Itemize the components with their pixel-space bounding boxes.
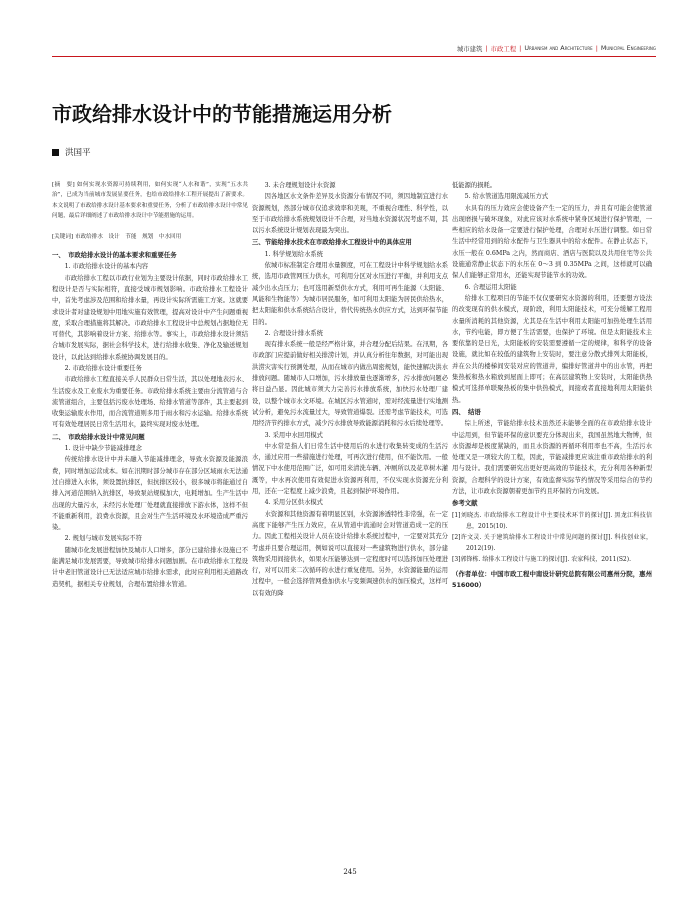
references-heading: 参考文献 bbox=[452, 499, 478, 508]
section-heading: 三、节能给排水技术在市政给排水工程设计中的具体应用 bbox=[252, 238, 412, 247]
body-paragraph: 3. 未合理规划设计水资源 bbox=[264, 182, 336, 189]
reference-text: 郭锋栋. 给排水工程设计与施工的探讨[J]. 农家科技，2011(S2). bbox=[460, 555, 632, 563]
reference-number: [2] bbox=[452, 533, 461, 541]
column-2 bbox=[252, 180, 448, 599]
header-separator: | bbox=[595, 44, 598, 52]
column-1-body bbox=[52, 250, 248, 590]
body-paragraph: 传统给排水设计中并未融入节能减排理念，导致水资源及能源浪费，同时增加运营成本。如在汛期时部分城市存在部分区域雨水无法通过自排进入水体，须设置抗排区，但抗排区较小，很多城市将能通过自排入河道范围纳入抗排区，导致泵站规模加大，电耗增加。生产生活中出现的大量污水，未经污水处理厂处理就直接排放下游水体，这样不但不能重新利用，浪费水资源，且会对生产生活环境及水环境造成严重污染。 bbox=[52, 456, 248, 532]
body-paragraph: 中水常是指人们日常生活中使用后的水进行收集转变成的生活污水，通过应用一些措施进行处理，可再次进行使用，但不能饮用。一般情况下中水使用范围广泛，如可用来清洗车辆、冲厕所以及花草树木灌溉等，中水再次使用有效促进水资源再利用，不仅实现水资源充分利用，还在一定程度上减少浪费，且起到保护环境作用。 bbox=[252, 442, 448, 496]
abstract-label: [摘 要] bbox=[52, 182, 75, 188]
reference-item bbox=[452, 554, 652, 565]
reference-number: [3] bbox=[452, 555, 461, 563]
reference-item bbox=[452, 510, 652, 532]
body-paragraph: 依城市标准制定合理用水量额度，可在工程设计中科学规划给水系统，选用市政管网压力供水，可利用分区对水压进行平衡，并利用支点减少出水点压力；也可选用新型供水方式，利用可再生能源（太阳能、风能和生物能等）为城市居民服务，如可利用太阳能为居民供给热水，把太阳能和供水系统结合设计，替代传统热水供应方式，达到环保节能目的。 bbox=[252, 262, 448, 326]
body-paragraph: 水具有的压力效应会使设备产生一定的压力，并且有可能会使管道出现磨损与破坏现象，对此应该对水系统中紧身区域进行保护管理，一些相应的给水设备一定要进行保护处理，合理对水压进行调整。如日常生活中经常用到的给水配件与卫生器具中的给水配件。在静止状态下，水压一般在 0.6MPa 之内，然而商店、酒店与医院以及共用住宅等公共设施通常静止状态下的水压在 0～3 到 0.35MPa 之间，这样就可以确保人们能够正常用水，还能实现节能节水的功效。 bbox=[452, 204, 652, 280]
abstract bbox=[52, 180, 248, 222]
reference-item bbox=[452, 532, 652, 554]
body-paragraph: 3. 采用中水回用模式 bbox=[264, 431, 323, 439]
body-paragraph: 随城市化发展进程加快及城市人口增多，部分已建给排水设施已不能满足城市发展需要，导致城市给排水问题加剧。在市政给排水工程设计中老旧管道设计已无法适应城市给排水需求，此时应利用相关道路改造契机，据相关专业规划，合理布置给排水管道。 bbox=[52, 546, 248, 588]
body-paragraph: 给排水工程项目的节能不仅仅要研究水资源的利用，还要想方设法的改变现有的供水模式，现阶段，利用太阳能技术，可充分缓解工程用水量所消耗的其他资源，尤其是在生活中利用太阳能可加热处理生活用水，节约电能，即方便了生活需要，也保护了环境。但是太阳能技术主要依靠的是日光，太阳能板的安装需要遵循一定的规律，和科学的设备设施，就比如在较低的建筑物上安装时，要注意分散式排列太阳能板，并在公共的楼梯间安装对应的管道井，编排好管道井中的出水管，再把集热板和热水箱放到屋面上即可；在高层建筑物上安装时，太阳能供热模式可选择单联聚热板的集中供热模式，间接或者直接地利用太阳能供热。 bbox=[452, 294, 652, 404]
reference-text: 许文灵. 关于建筑给排水工程设计中常见问题的探讨[J]. 科技创业家，2012(19). bbox=[460, 533, 652, 552]
body-paragraph: 1. 市政给排水设计的基本内容 bbox=[64, 263, 149, 271]
body-paragraph: 现有排水系统一般是经严格计算，并合理分配后结果。在汛期，各市政部门应提前做好相关排涝计划，并认真分析往年数据，对可能出现洪涝灾害实行预测处理，从而在城市内做出周密规划，能快速解决洪水排放问题。随城市人口增加，污水排放量也逐渐增多，污水排放问题必将日益凸显。因此城市须大力完善污水排放系统，加快污水处理厂建设，以整个城市水文环境。在城区污水管道时，需对经流量进行实地测试分析，避免污水流量过大，导致管道爆裂。还需考虑节能技术，可选用经济节约排水方式，减少污水排放导致能源消耗和污水后续处理等。 bbox=[252, 341, 448, 428]
page-number: 245 bbox=[343, 868, 357, 876]
journal-header bbox=[0, 41, 700, 55]
body-paragraph: 6. 合理运用太阳能 bbox=[464, 283, 517, 291]
keywords-text: 市政给排水 设计 节能 规划 中水回用 bbox=[74, 233, 182, 240]
body-paragraph: 2. 市政给排水设计重要任务 bbox=[64, 365, 142, 372]
body-paragraph: 2. 规划与城市发展实际不符 bbox=[64, 535, 142, 543]
body-paragraph: 市政给排水工程直接关乎人民群众日常生活，其以处理地表污水、生活废水及工业废水为重要任务。市政给排水系统主要由分流管道与合流管道组合，主要包括污废水处理场、给排水管道等部件，其主要起到收集运输废水作用，而合流管道则多用于雨水和污水运输。给排水系统可有效处理居民日常生活用水，最终实现对废水处理。 bbox=[52, 376, 248, 429]
header-english-part2: Municipal Engineering bbox=[600, 44, 656, 52]
body-paragraph: 低能源的损耗。 bbox=[452, 182, 497, 189]
section-heading: 四、 结语 bbox=[452, 407, 481, 416]
author-affiliation: （作者单位：中国市政工程中南设计研究总院有限公司惠州分院，惠州 516000） bbox=[452, 569, 652, 589]
section-heading: 一、 市政给排水设计的基本要求和重要任务 bbox=[52, 251, 177, 260]
column-1 bbox=[52, 180, 248, 590]
reference-text: 刘晓杰. 市政给排水工程设计中主要技术环节的探讨[J]. 黑龙江科技信息，2015(10). bbox=[460, 511, 652, 530]
body-paragraph: 综上所述，节能给排水技术虽然还未能够全面的在市政给排水设计中运用到，但节能环保的意识要充分体现出来，我国虽然地大物博，但水资源却是极度紧缺的，而且水资源的再循环利用率也不高，生活污水处理又是一项较大的工程，因此，节能减排更应该注重市政给排水的利用与设计。我们需要研究出更好更高效的节能技术，充分利用各种新型资源，合理科学的设计方案，有效监督实际节约情况等采用综合的节约方法，让市政水资源朝着更加节约且环保的方向发展。 bbox=[452, 420, 652, 496]
article-title: 市政给排水设计中的节能措施运用分析 bbox=[52, 102, 392, 126]
header-english-part1: Urbanism and Architecture bbox=[524, 44, 593, 52]
reference-number: [1] bbox=[452, 511, 461, 519]
body-paragraph: 5. 给水管道选用限流减压方式 bbox=[464, 193, 549, 201]
body-paragraph: 市政给排水工程以市政行业划为主要设计依据，同时市政给排水工程设计是否与实际相符，直接受城市规划影响。市政给排水工程设计中，首先考虑涉及范围和给排水量，再设计实际所需施工方案。这就要求设计者对建设规划中用地实施有效管理，提高对设计中产生问题重视度，采取合理措施将其解决。市政给排水工程设计中总规划占据地位无可替代，其影响着设计方案、给排水等。事实上，市政给排水设计须结合城市发展实际，据社会科学技术，进行给排水收集、净化及输送规划设计，以此达到给排水系统协调发展目的。 bbox=[52, 274, 248, 361]
header-category: 城市建筑 bbox=[456, 44, 483, 53]
section-heading: 二、 市政给排水设计中常见问题 bbox=[52, 432, 145, 441]
body-paragraph: 2. 合理设计排水系统 bbox=[264, 329, 323, 337]
body-paragraph: 水资源和其他资源有着明显区别，水资源渗透特性非常强，在一定高度下能够产生压力效应，在从管道中流通时会对管道造成一定的压力。因此工程相关设计人员在设计给排水系统过程中，一定要对其充分考虑并且要合理运用，例如说可以直接对一些建筑物进行供水，部分建筑物采用间接供水，如果水压能够达到一定程度时可以选择加压处理进行，对可以用来二次循环的水进行重复使用。另外，水资源能量的运用过程中，一般会选择管网叠加供水与变频调速供水的加压模式，这样可以有效的降 bbox=[252, 510, 448, 597]
header-section: 市政工程 bbox=[490, 44, 517, 53]
body-paragraph: 因各地区水文条件差异及水资源分布情况不同，须因地制宜进行水资源规划，然部分城市仅追求效率和美观，不重视合理性、科学性，以至于市政给排水系统规划设计不合理，对当地水资源状况考虑不周，其以污水系统设计规划表现最为突出。 bbox=[252, 193, 448, 235]
header-separator: | bbox=[485, 44, 488, 52]
column-3-body bbox=[452, 180, 652, 591]
square-bullet-icon bbox=[52, 149, 59, 156]
abstract-text: 如何实现水资源可持续利用，如何实现“人水和谐”，实现“五水共治”，已成为当前城市发展显要任务，也给市政给排水工程开展提出了新要求。本文说明了市政给排水设计基本要求和重要任务，分析了市政给排水设计中常见问题，最后详细阐述了市政给排水设计中节能措施的运用。 bbox=[52, 182, 248, 220]
author-name: 洪国平 bbox=[65, 148, 91, 158]
header-rule bbox=[52, 56, 656, 57]
body-paragraph: 1. 科学规划给水系统 bbox=[264, 250, 323, 258]
column-2-body bbox=[252, 180, 448, 599]
author-line bbox=[52, 146, 91, 158]
body-paragraph: 4. 采用分区供水模式 bbox=[264, 499, 323, 507]
keywords-label: [关键词] bbox=[52, 233, 74, 240]
column-3 bbox=[452, 180, 652, 591]
body-paragraph: 1. 设计中缺少节能减排理念 bbox=[64, 445, 142, 453]
header-separator: | bbox=[519, 44, 522, 52]
keywords bbox=[52, 232, 248, 242]
